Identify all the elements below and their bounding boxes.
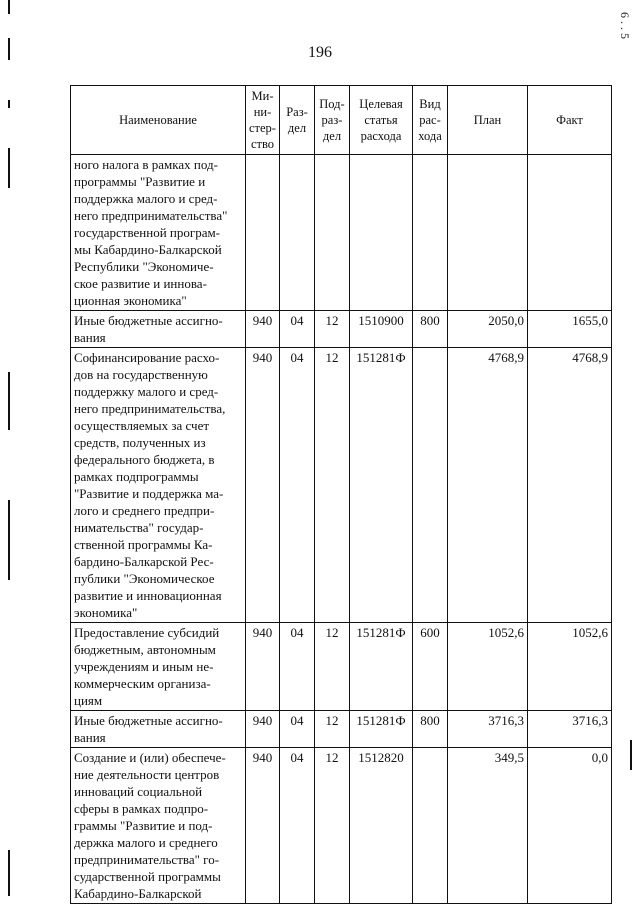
row-subsection: 12 bbox=[315, 311, 350, 348]
row-fact: 4768,9 bbox=[528, 348, 612, 623]
row-name: Предоставление субсидий бюджетным, автономным учреждениям и иным не- коммерческим организа- циям bbox=[71, 623, 246, 711]
row-section: 04 bbox=[280, 311, 315, 348]
row-expense-type bbox=[413, 348, 448, 623]
row-section: 04 bbox=[280, 711, 315, 748]
row-expense-type bbox=[413, 748, 448, 904]
row-ministry: 940 bbox=[246, 623, 280, 711]
table-row bbox=[71, 311, 612, 348]
header-section: Раз- дел bbox=[280, 86, 315, 155]
row-plan: 2050,0 bbox=[448, 311, 528, 348]
row-subsection: 12 bbox=[315, 623, 350, 711]
scan-edge-mark bbox=[8, 148, 10, 188]
row-section: 04 bbox=[280, 748, 315, 904]
row-fact: 1052,6 bbox=[528, 623, 612, 711]
scan-edge-mark bbox=[8, 100, 10, 108]
row-expense-type: 600 bbox=[413, 623, 448, 711]
table-row bbox=[71, 348, 612, 623]
scan-edge-mark bbox=[8, 500, 10, 580]
row-plan: 4768,9 bbox=[448, 348, 528, 623]
table-row bbox=[71, 623, 612, 711]
row-expense-type: 800 bbox=[413, 311, 448, 348]
row-fact bbox=[528, 155, 612, 311]
table-row bbox=[71, 748, 612, 904]
row-target bbox=[350, 155, 413, 311]
table-row bbox=[71, 155, 612, 311]
row-plan bbox=[448, 155, 528, 311]
row-ministry: 940 bbox=[246, 711, 280, 748]
row-fact: 3716,3 bbox=[528, 711, 612, 748]
row-name: Иные бюджетные ассигно- вания bbox=[71, 311, 246, 348]
header-fact: Факт bbox=[528, 86, 612, 155]
row-target: 1512820 bbox=[350, 748, 413, 904]
row-plan: 349,5 bbox=[448, 748, 528, 904]
scan-edge-mark bbox=[8, 372, 10, 430]
header-plan: План bbox=[448, 86, 528, 155]
header-expense-type: Вид рас- хода bbox=[413, 86, 448, 155]
table-row bbox=[71, 711, 612, 748]
scan-edge-mark bbox=[8, 850, 10, 896]
row-ministry bbox=[246, 155, 280, 311]
row-target: 151281Ф bbox=[350, 711, 413, 748]
row-name: Создание и (или) обеспече- ние деятельности центров инноваций социальной сферы в рамках подпро- граммы "Развитие и под- держка малого и среднего предпринимательства" го- сударственной программы Кабардино-Балкарской bbox=[71, 748, 246, 904]
row-expense-type: 800 bbox=[413, 711, 448, 748]
row-plan: 3716,3 bbox=[448, 711, 528, 748]
header-subsection: Под- раз- дел bbox=[315, 86, 350, 155]
row-expense-type bbox=[413, 155, 448, 311]
header-target: Целевая статья расхода bbox=[350, 86, 413, 155]
row-fact: 1655,0 bbox=[528, 311, 612, 348]
scan-edge-mark bbox=[630, 740, 632, 770]
scan-edge-mark bbox=[8, 38, 10, 60]
row-plan: 1052,6 bbox=[448, 623, 528, 711]
header-name: Наименование bbox=[71, 86, 246, 155]
row-subsection bbox=[315, 155, 350, 311]
row-target: 1510900 bbox=[350, 311, 413, 348]
header-ministry: Ми- ни- стер- ство bbox=[246, 86, 280, 155]
row-name: Иные бюджетные ассигно- вания bbox=[71, 711, 246, 748]
budget-table bbox=[70, 85, 612, 904]
row-target: 151281Ф bbox=[350, 348, 413, 623]
scan-edge-mark bbox=[8, 0, 10, 14]
row-ministry: 940 bbox=[246, 348, 280, 623]
row-subsection: 12 bbox=[315, 348, 350, 623]
row-subsection: 12 bbox=[315, 748, 350, 904]
row-target: 151281Ф bbox=[350, 623, 413, 711]
row-fact: 0,0 bbox=[528, 748, 612, 904]
row-ministry: 940 bbox=[246, 748, 280, 904]
margin-note: 6 . . 5 bbox=[618, 12, 632, 39]
row-section: 04 bbox=[280, 348, 315, 623]
row-name: ного налога в рамках под- программы "Развитие и поддержка малого и сред- него предпринимательства" государственной програм- мы Кабардино-Балкарской Республики "Экономиче- ское развитие и иннова- ционная экономика" bbox=[71, 155, 246, 311]
row-ministry: 940 bbox=[246, 311, 280, 348]
row-subsection: 12 bbox=[315, 711, 350, 748]
row-section: 04 bbox=[280, 623, 315, 711]
row-name: Софинансирование расхо- дов на государственную поддержку малого и сред- него предпринимательства, осуществляемых за счет средств, полученных из федерального бюджета, в рамках подпрограммы "Развитие и поддержка ма- лого и среднего предпри- нимательства" государ- ственной программы Ка- бардино-Балкарской Рес- публики "Экономическое развитие и инновационная экономика" bbox=[71, 348, 246, 623]
page-number: 196 bbox=[308, 44, 332, 61]
row-section bbox=[280, 155, 315, 311]
table-header-row bbox=[71, 86, 612, 155]
